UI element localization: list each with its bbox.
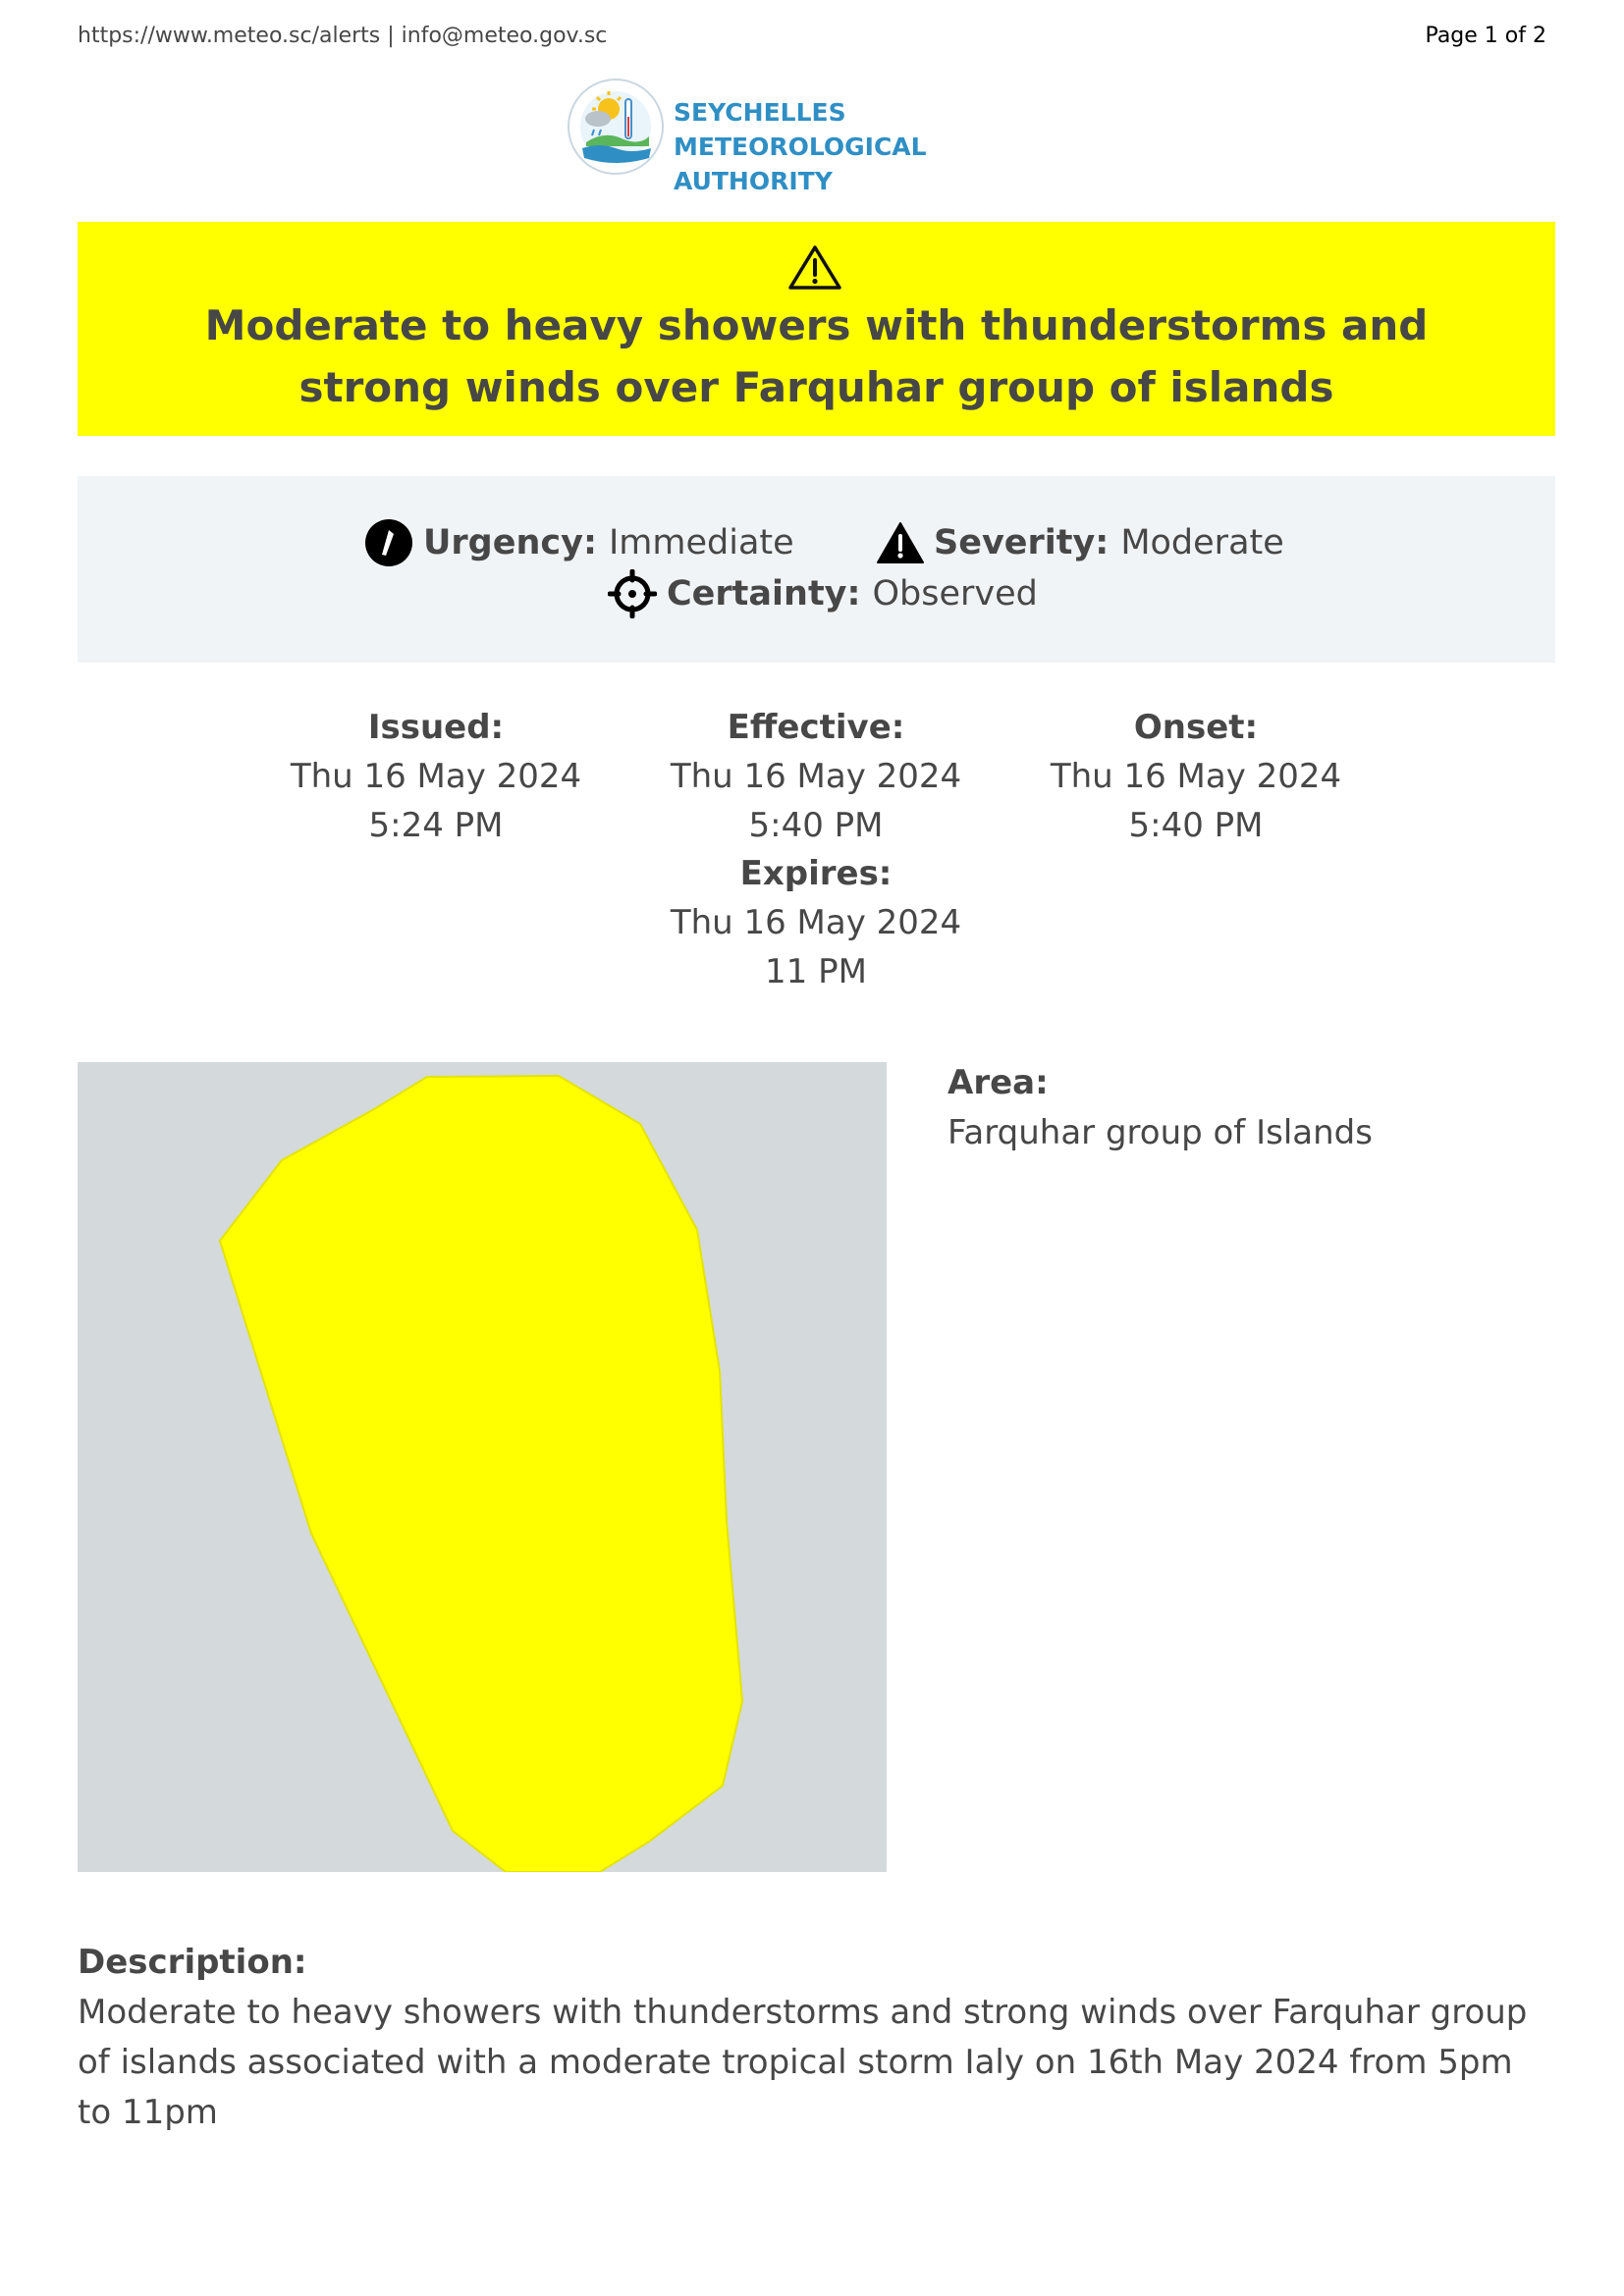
website-link[interactable]: https://www.meteo.sc/alerts	[78, 24, 381, 48]
severity-value: Moderate	[1120, 523, 1284, 562]
warning-icon	[877, 521, 924, 564]
certainty-row	[608, 568, 1038, 619]
crosshair-icon	[608, 569, 657, 618]
page-header	[78, 24, 1546, 53]
expires-time: 11 PM	[765, 952, 867, 991]
alert-title: Moderate to heavy showers with thunderstorms and strong winds over Farquhar group of islands	[204, 301, 1429, 411]
urgency-row	[364, 517, 794, 568]
logo-line-2: AUTHORITY	[674, 167, 833, 195]
certainty-label: Certainty:	[667, 574, 861, 614]
logo-line-1: SEYCHELLES METEOROLOGICAL	[674, 98, 927, 161]
logo-text	[674, 95, 1075, 198]
alert-banner	[78, 222, 1555, 436]
urgency-label: Urgency:	[423, 523, 597, 562]
clock-icon	[364, 518, 413, 567]
alert-area-map	[78, 1062, 887, 1872]
urgency-value: Immediate	[608, 523, 794, 562]
header-separator: |	[380, 24, 402, 48]
effective-date: Thu 16 May 2024	[670, 757, 962, 796]
issued-block	[279, 703, 593, 850]
onset-label: Onset:	[1133, 708, 1259, 747]
alert-meta-panel	[78, 476, 1555, 663]
email-link[interactable]: info@meteo.gov.sc	[401, 24, 608, 48]
description-section	[78, 1938, 1555, 2138]
issued-date: Thu 16 May 2024	[290, 757, 582, 796]
description-label: Description:	[78, 1943, 307, 1982]
onset-date: Thu 16 May 2024	[1050, 757, 1342, 796]
severity-row	[877, 517, 1284, 568]
onset-block	[1039, 703, 1353, 850]
area-label: Area:	[947, 1063, 1049, 1102]
header-links	[78, 24, 607, 48]
issued-label: Issued:	[367, 708, 505, 747]
effective-time: 5:40 PM	[748, 806, 884, 845]
warning-area-polygon	[78, 1062, 887, 1872]
description-text: Moderate to heavy showers with thunderstorms and strong winds over Farquhar group of islands associated with a moderate tropical storm Ialy on 16th May 2024 from 5pm to 11pm	[78, 1993, 1528, 2132]
certainty-value: Observed	[872, 574, 1038, 614]
effective-label: Effective:	[727, 708, 905, 747]
issued-time: 5:24 PM	[368, 806, 504, 845]
expires-date: Thu 16 May 2024	[670, 903, 962, 942]
area-section	[947, 1058, 1373, 1158]
expires-block	[659, 849, 973, 996]
expires-label: Expires:	[739, 854, 893, 893]
area-value: Farquhar group of Islands	[947, 1113, 1373, 1152]
warning-triangle-icon	[787, 243, 842, 291]
authority-logo	[565, 76, 1075, 195]
severity-label: Severity:	[934, 523, 1110, 562]
page-number: Page 1 of 2	[1425, 24, 1546, 48]
logo-emblem-icon	[565, 76, 667, 178]
onset-time: 5:40 PM	[1128, 806, 1264, 845]
effective-block	[659, 703, 973, 850]
